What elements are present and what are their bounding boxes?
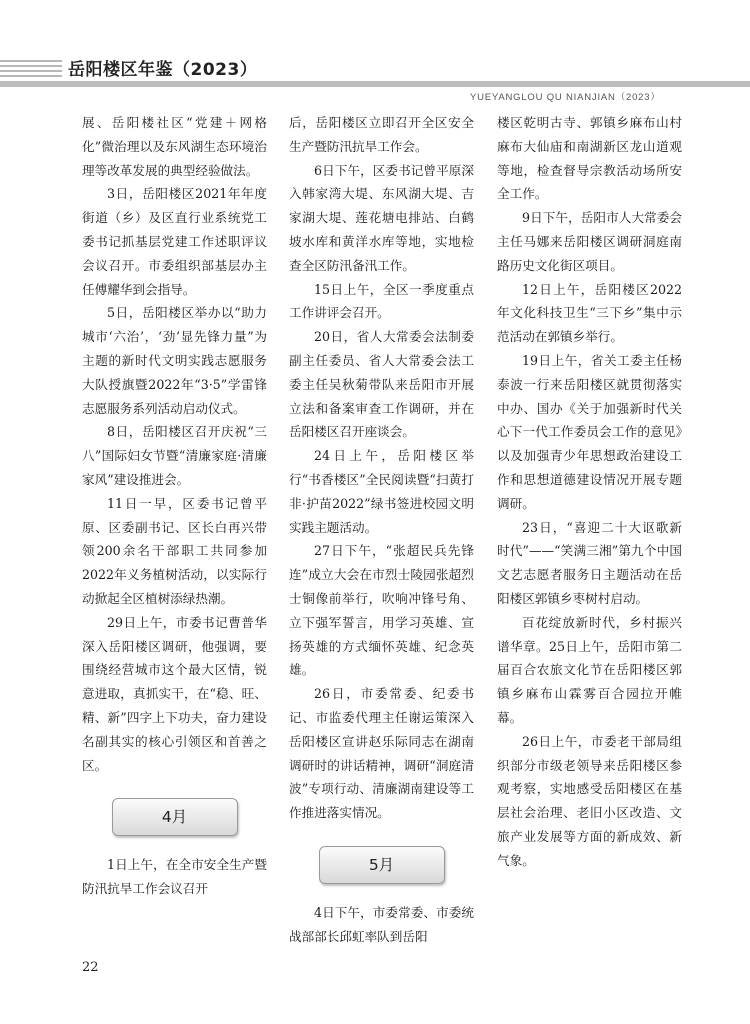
yearbook-title: 岳阳楼区年鉴（2023）	[68, 60, 258, 80]
paragraph: 展、岳阳楼社区“党建＋网格化”微治理以及东风湖生态环境治理等改革发展的典型经验做法。	[82, 115, 267, 178]
paragraph: 11日一早，区委书记曾平原、区委副书记、区长白再兴带领200余名干部职工共同参加2022年义务植树活动，以实际行动掀起全区植树添绿热潮。	[82, 495, 267, 606]
paragraph: 29日上午，市委书记曹普华深入岳阳楼区调研，他强调，要围绕经营城市这个最大区情，锐意进取，真抓实干，在“稳、旺、精、新”四字上下功夫，奋力建设名副其实的核心引领区和首善之区。	[82, 614, 267, 773]
paragraph: 6日下午，区委书记曾平原深入韩家湾大堤、东风湖大堤、吉家湖大堤、莲花塘电排站、白鹤坡水库和黄洋水库等地，实地检查全区防汛备汛工作。	[289, 162, 474, 273]
paragraph: 8日，岳阳楼区召开庆祝“三八”国际妇女节暨“清廉家庭·清廉家风”建设推进会。	[82, 424, 267, 487]
month-heading: 4月	[112, 798, 238, 836]
header-rule	[0, 81, 750, 87]
yearbook-subtitle: YUEYANGLOU QU NIANJIAN（2023）	[470, 92, 661, 103]
paragraph: 百花绽放新时代，乡村振兴谱华章。25日上午，岳阳市第二届百合农旅文化节在岳阳楼区郭镇乡麻布山霖雾百合园拉开帷幕。	[497, 614, 682, 725]
paragraph: 4日下午，市委常委、市委统战部部长邱虹率队到岳阳	[289, 904, 474, 944]
text-column-1	[82, 111, 267, 901]
paragraph: 1日上午，在全市安全生产暨防汛抗旱工作会议召开	[82, 857, 267, 897]
paragraph: 26日，市委常委、纪委书记、市监委代理主任谢运策深入岳阳楼区宣讲赵乐际同志在湖南调研时的讲话精神，调研“洞庭清波”专项行动、清廉湖南建设等工作推进落实情况。	[289, 686, 474, 821]
paragraph: 23日，“喜迎二十大讴歌新时代”——“笑满三湘”第九个中国文艺志愿者服务日主题活动在岳阳楼区郭镇乡枣树村启动。	[497, 519, 682, 606]
paragraph: 20日，省人大常委会法制委副主任委员、省人大常委会法工委主任吴秋菊带队来岳阳市开展立法和备案审查工作调研，并在岳阳楼区召开座谈会。	[289, 329, 474, 440]
text-column-3	[497, 111, 682, 873]
month-heading-wrap	[289, 846, 474, 884]
month-heading: 5月	[319, 846, 445, 884]
page-header	[0, 0, 750, 103]
page-number: 22	[82, 960, 99, 975]
text-column-2	[289, 111, 474, 949]
paragraph: 24日上午，岳阳楼区举行“书香楼区”全民阅读暨“扫黄打非·护苗2022”绿书签进校园文明实践主题活动。	[289, 448, 474, 535]
paragraph: 12日上午，岳阳楼区2022年文化科技卫生“三下乡”集中示范活动在郭镇乡举行。	[497, 281, 682, 345]
paragraph: 5日，岳阳楼区举办以“助力城市‘六治’，‘劲’显先锋力量”为主题的新时代文明实践志愿服务大队授旗暨2022年“3·5”学雷锋志愿服务系列活动启动仪式。	[82, 305, 267, 416]
header-stripes	[0, 60, 62, 80]
paragraph: 26日上午，市委老干部局组织部分市级老领导来岳阳楼区参观考察，实地感受岳阳楼区在基层社会治理、老旧小区改造、文旅产业发展等方面的新成效、新气象。	[497, 733, 682, 868]
paragraph: 楼区乾明古寺、郭镇乡麻布山村麻布大仙庙和南湖新区龙山道观等地，检查督导宗教活动场所安全工作。	[497, 115, 682, 202]
month-heading-wrap	[82, 798, 267, 836]
paragraph: 3日，岳阳楼区2021年年度街道（乡）及区直行业系统党工委书记抓基层党建工作述职评议会议召开。市委组织部基层办主任傅耀华到会指导。	[82, 186, 267, 297]
paragraph: 19日上午，省关工委主任杨泰波一行来岳阳楼区就贯彻落实中办、国办《关于加强新时代关心下一代工作委员会工作的意见》以及加强青少年思想政治建设工作和思想道德建设情况开展专题调研。	[497, 352, 682, 511]
paragraph: 15日上午，全区一季度重点工作讲评会召开。	[289, 281, 474, 321]
paragraph: 27日下午，“张超民兵先锋连”成立大会在市烈士陵园张超烈士铜像前举行，吹响冲锋号角、立下强军誓言，用学习英雄、宣扬英雄的方式缅怀英雄、纪念英雄。	[289, 543, 474, 678]
paragraph: 后，岳阳楼区立即召开全区安全生产暨防汛抗旱工作会。	[289, 115, 474, 154]
paragraph: 9日下午，岳阳市人大常委会主任马娜来岳阳楼区调研洞庭南路历史文化街区项目。	[497, 210, 682, 273]
